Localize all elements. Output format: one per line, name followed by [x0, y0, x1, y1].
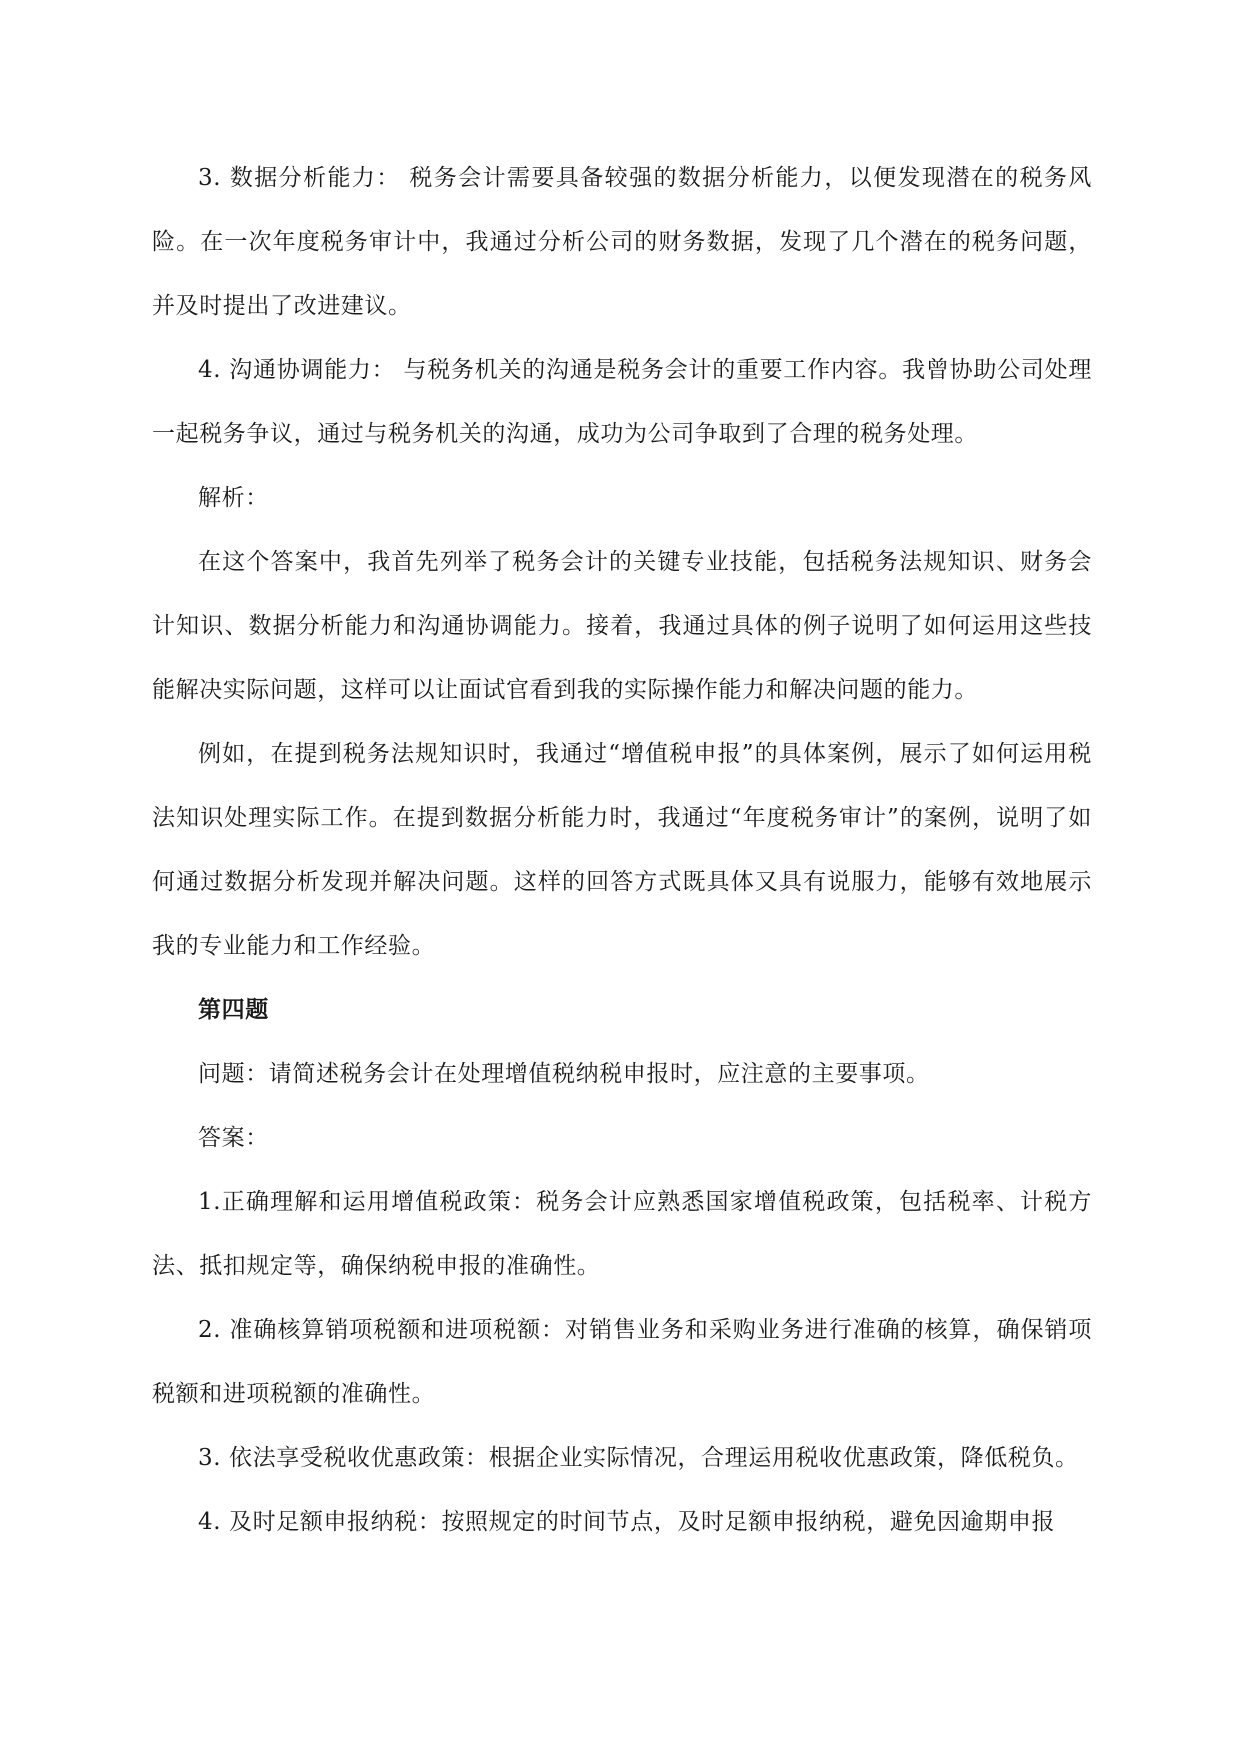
paragraph-analysis-body: 在这个答案中，我首先列举了税务会计的关键专业技能，包括税务法规知识、财务会计知识、数据分析能力和沟通协调能力。接着，我通过具体的例子说明了如何运用这些技能解决实际问题，这样可以让面试官看到我的实际操作能力和解决问题的能力。 — [152, 549, 1092, 703]
paragraph-example: 例如，在提到税务法规知识时，我通过“增值税申报”的具体案例，展示了如何运用税法知识处理实际工作。在提到数据分析能力时，我通过“年度税务审计”的案例，说明了如何通过数据分析发现并解决问题。这样的回答方式既具体又具有说服力，能够有效地展示我的专业能力和工作经验。 — [152, 741, 1092, 959]
section-heading: 第四题 — [198, 996, 269, 1023]
paragraph-answer-item-2: 2. 准确核算销项税额和进项税额：对销售业务和采购业务进行准确的核算，确保销项税额和进项税额的准确性。 — [152, 1317, 1092, 1407]
paragraph-answer-item-1: 1.正确理解和运用增值税政策：税务会计应熟悉国家增值税政策，包括税率、计税方法、抵扣规定等，确保纳税申报的准确性。 — [152, 1189, 1092, 1279]
document-body — [152, 146, 1092, 1554]
paragraph-analysis-label: 解析： — [198, 485, 269, 511]
paragraph-answer-item-3: 3. 依法享受税收优惠政策：根据企业实际情况，合理运用税收优惠政策，降低税负。 — [198, 1445, 1079, 1471]
paragraph-answer-item-4: 4. 及时足额申报纳税：按照规定的时间节点，及时足额申报纳税，避免因逾期申报 — [198, 1509, 1056, 1535]
paragraph-data-analysis: 3. 数据分析能力： 税务会计需要具备较强的数据分析能力，以便发现潜在的税务风险。在一次年度税务审计中，我通过分析公司的财务数据，发现了几个潜在的税务问题，并及时提出了改进建议。 — [152, 165, 1092, 319]
paragraph-question: 问题：请简述税务会计在处理增值税纳税申报时，应注意的主要事项。 — [198, 1061, 930, 1087]
paragraph-communication: 4. 沟通协调能力： 与税务机关的沟通是税务会计的重要工作内容。我曾协助公司处理一起税务争议，通过与税务机关的沟通，成功为公司争取到了合理的税务处理。 — [152, 357, 1092, 447]
paragraph-answer-label: 答案： — [198, 1125, 269, 1151]
